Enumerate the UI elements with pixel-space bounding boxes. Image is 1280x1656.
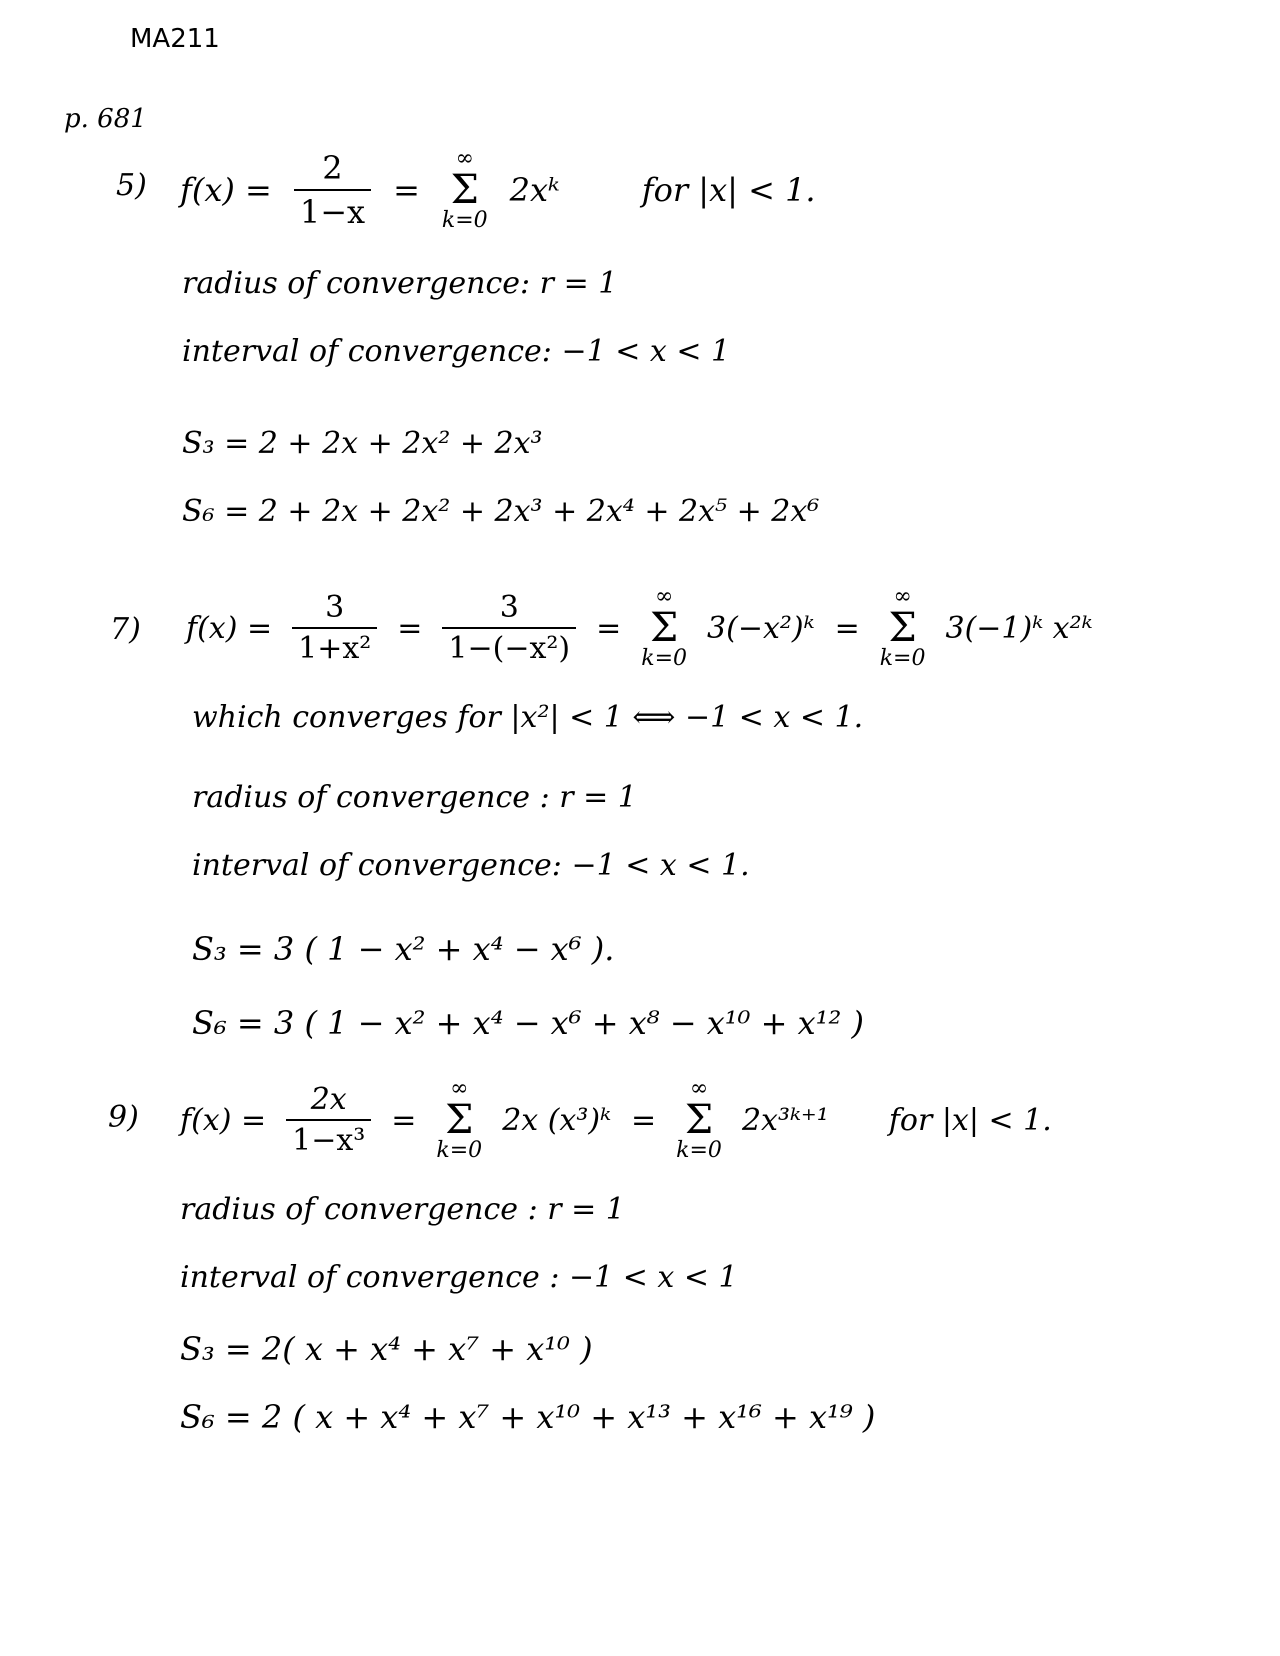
problem-7-fraction-1-denominator: 1+x²: [292, 627, 377, 666]
problem-5-equation: [180, 148, 816, 232]
problem-5-radius: radius of convergence: r = 1: [182, 266, 618, 301]
problem-5-numerator: 2: [322, 149, 343, 187]
problem-7-fraction-2-denominator: 1−(−x²): [442, 627, 576, 666]
summation-lower-limit: k=0: [441, 208, 488, 233]
problem-9-denominator: 1−x³: [286, 1119, 371, 1158]
sigma-symbol: Σ: [445, 1097, 474, 1143]
summation-upper-limit: ∞: [655, 584, 674, 609]
problem-7-lhs: f(x) =: [186, 610, 273, 646]
problem-5-condition: for |x| < 1.: [641, 171, 816, 209]
problem-7-s6: S₆ = 3 ( 1 − x² + x⁴ − x⁶ + x⁸ − x¹⁰ + x¹² ): [192, 1004, 864, 1042]
problem-5-fraction: [294, 149, 371, 231]
problem-9-interval: interval of convergence : −1 < x < 1: [180, 1260, 738, 1295]
problem-5-lhs: f(x) =: [180, 171, 272, 209]
summation-upper-limit: ∞: [893, 584, 912, 609]
problem-9-numerator: 2x: [310, 1082, 347, 1117]
problem-9-sum-1-term: 2x (x³)ᵏ: [502, 1102, 612, 1138]
problem-9-equation: [180, 1078, 1052, 1162]
problem-9-condition: for |x| < 1.: [888, 1102, 1052, 1138]
problem-7-s3: S₃ = 3 ( 1 − x² + x⁴ − x⁶ ).: [192, 930, 615, 968]
problem-9-summation-1: [436, 1078, 482, 1162]
summation-lower-limit: k=0: [641, 646, 688, 671]
sigma-symbol: Σ: [888, 605, 917, 651]
problem-5-s3: S₃ = 2 + 2x + 2x² + 2x³: [182, 426, 543, 461]
problem-5-number: 5): [116, 168, 147, 203]
problem-7-equals-2: =: [596, 610, 622, 646]
problem-7-sum-1-term: 3(−x²)ᵏ: [707, 610, 815, 646]
summation-upper-limit: ∞: [450, 1076, 469, 1101]
problem-7-fraction-2-numerator: 3: [499, 590, 519, 625]
problem-9-sum-2-term: 2x³ᵏ⁺¹: [741, 1102, 829, 1138]
problem-7-number: 7): [110, 612, 141, 647]
sigma-symbol: Σ: [650, 605, 679, 651]
problem-9-summation-2: [676, 1078, 722, 1162]
problem-9-lhs: f(x) =: [180, 1102, 267, 1138]
problem-9-equals-1: =: [391, 1102, 417, 1138]
problem-9-s6: S₆ = 2 ( x + x⁴ + x⁷ + x¹⁰ + x¹³ + x¹⁶ + x¹⁹ ): [180, 1398, 876, 1436]
problem-9-fraction: [286, 1082, 371, 1158]
problem-7-summation-2: [880, 586, 926, 670]
summation-lower-limit: k=0: [436, 1138, 483, 1163]
problem-7-interval: interval of convergence: −1 < x < 1.: [192, 848, 750, 883]
problem-7-equals-1: =: [397, 610, 423, 646]
problem-9-s3: S₃ = 2( x + x⁴ + x⁷ + x¹⁰ ): [180, 1330, 593, 1368]
problem-5-s6: S₆ = 2 + 2x + 2x² + 2x³ + 2x⁴ + 2x⁵ + 2x⁶: [182, 494, 820, 529]
page-reference: p. 681: [64, 104, 147, 134]
problem-7-convergence-condition: which converges for |x²| < 1 ⟺ −1 < x < 1.: [192, 700, 864, 735]
problem-5-equals: =: [393, 171, 420, 209]
problem-5-denominator: 1−x: [294, 189, 371, 231]
problem-5-summation: [442, 148, 488, 232]
problem-7-summation-1: [641, 586, 687, 670]
summation-upper-limit: ∞: [689, 1076, 709, 1101]
course-code: MA211: [130, 24, 220, 54]
problem-9-number: 9): [108, 1100, 139, 1135]
problem-7-radius: radius of convergence : r = 1: [192, 780, 637, 815]
problem-7-sum-2-term: 3(−1)ᵏ x²ᵏ: [945, 610, 1093, 646]
problem-7-fraction-2: [442, 590, 576, 666]
problem-7-fraction-1: [292, 590, 377, 666]
problem-7-fraction-1-numerator: 3: [325, 590, 345, 625]
problem-9-equals-2: =: [631, 1102, 657, 1138]
problem-7-equation: [186, 586, 1093, 670]
summation-lower-limit: k=0: [879, 646, 926, 671]
summation-lower-limit: k=0: [676, 1138, 722, 1163]
sigma-symbol: Σ: [684, 1097, 714, 1143]
problem-9-radius: radius of convergence : r = 1: [180, 1192, 625, 1227]
problem-7-equals-3: =: [834, 610, 860, 646]
sigma-symbol: Σ: [450, 167, 479, 213]
problem-5-sum-term: 2xᵏ: [509, 171, 560, 209]
summation-upper-limit: ∞: [455, 146, 474, 171]
problem-5-interval: interval of convergence: −1 < x < 1: [182, 334, 731, 369]
